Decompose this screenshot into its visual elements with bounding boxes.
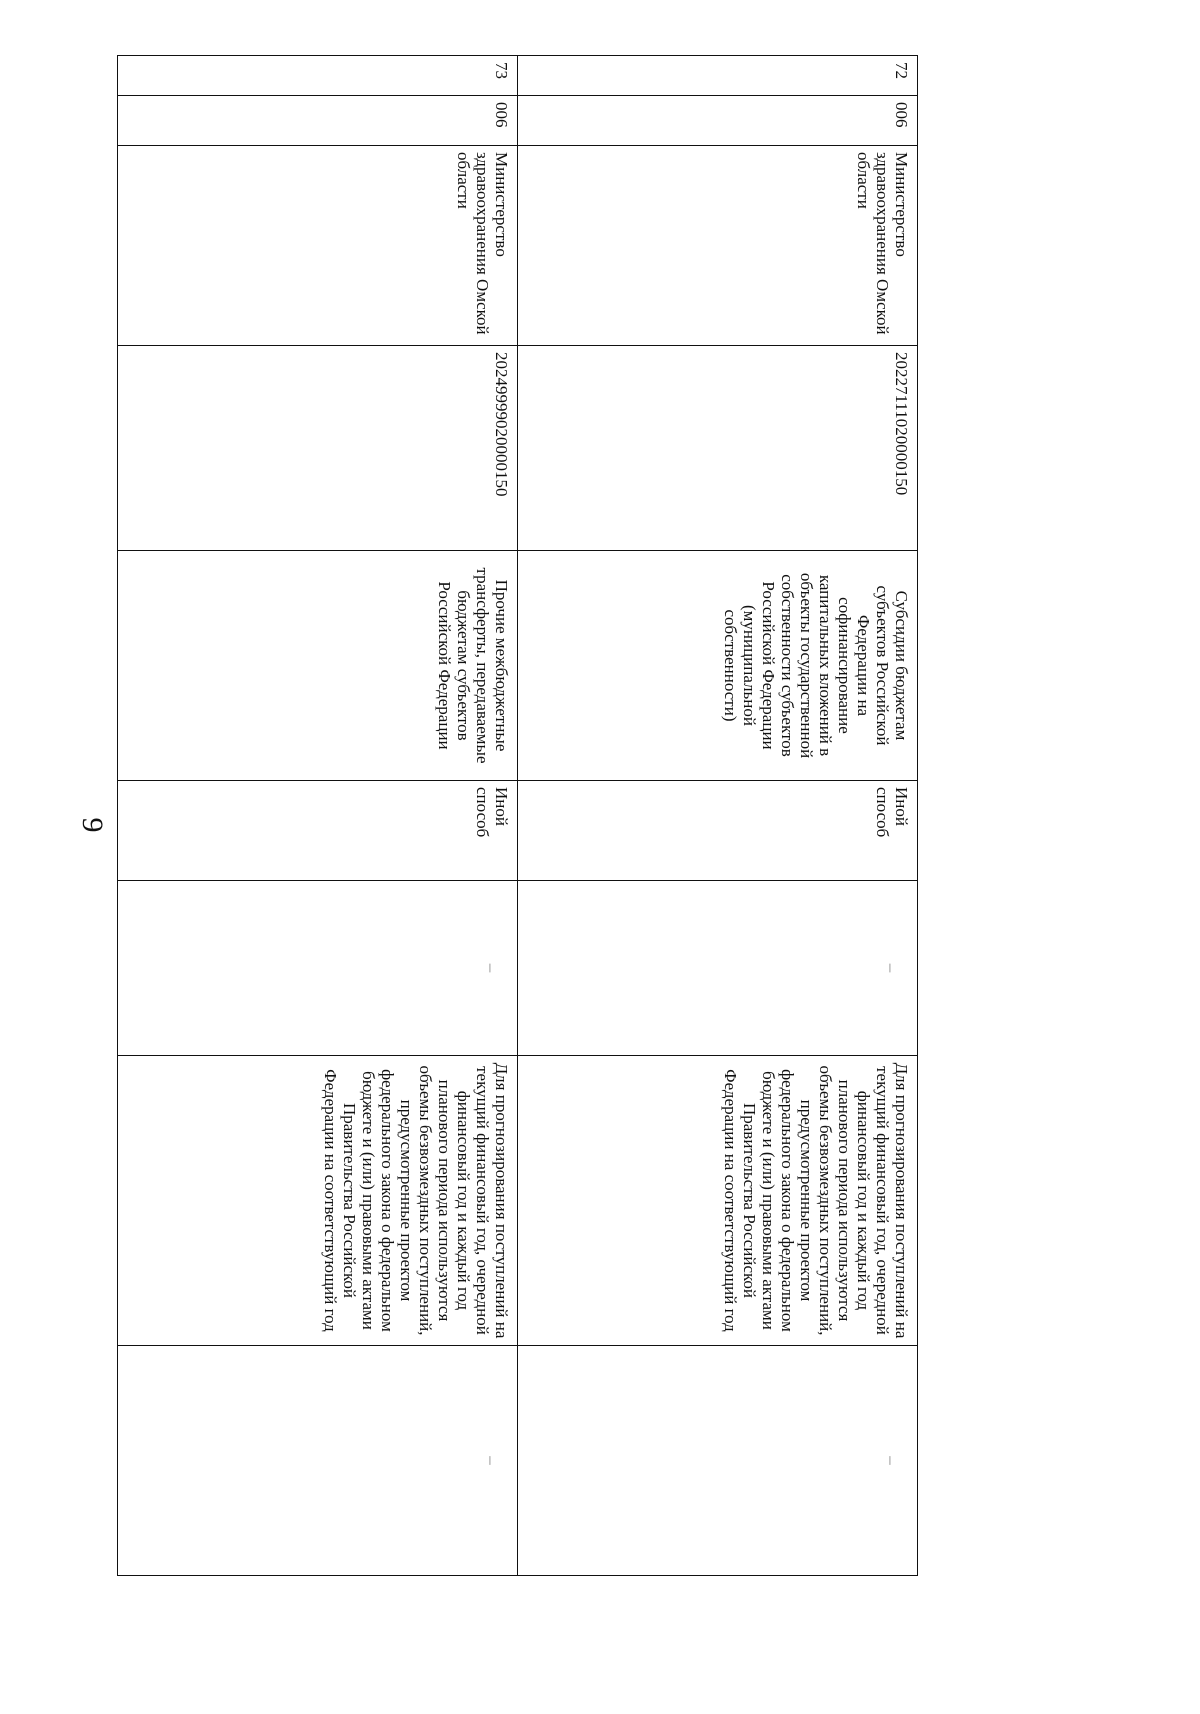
- method-cell: Иной способ: [518, 781, 918, 881]
- algorithm-cell: Для прогнозирования поступлений на текущий финансовый год, очередной финансовый год и каждый год планового периода используются объемы безвозмездных поступлений, предусмотренные проектом федерального закона о федеральном бюджете и (или) правовыми актами Правительства Российской Федерации на соответствующий год: [518, 1056, 918, 1346]
- formula-cell: [118, 881, 518, 1056]
- kbk-code-cell: 20227111020000150: [518, 346, 918, 551]
- revenue-name-cell: Субсидии бюджетам субъектов Российской Федерации на софинансирование капитальных вложений в объекты государственной собственности субъектов Российской Федерации (муниципальной собственности): [518, 551, 918, 781]
- indicators-cell: [518, 1346, 918, 1576]
- indicators-value: –: [482, 1456, 501, 1465]
- kbk-code-cell: 20249999020000150: [118, 346, 518, 551]
- algorithm-cell: Для прогнозирования поступлений на текущий финансовый год, очередной финансовый год и каждый год планового периода используются объемы безвозмездных поступлений, предусмотренные проектом федерального закона о федеральном бюджете и (или) правовыми актами Правительства Российской Федерации на соответствующий год: [118, 1056, 518, 1346]
- table-row: [518, 56, 918, 1576]
- indicators-value: –: [882, 1456, 901, 1465]
- row-number-cell: 73: [118, 56, 518, 96]
- page-number: 9: [76, 817, 109, 833]
- revenue-forecast-table: [117, 55, 918, 1576]
- formula-value: –: [482, 963, 501, 973]
- administrator-cell: Министерство здравоохранения Омской области: [518, 146, 918, 346]
- chapter-code-cell: 006: [118, 96, 518, 146]
- table-row: [118, 56, 518, 1576]
- formula-value: –: [882, 963, 901, 973]
- revenue-name-cell: Прочие межбюджетные трансферты, передаваемые бюджетам субъектов Российской Федерации: [118, 551, 518, 781]
- administrator-cell: Министерство здравоохранения Омской области: [118, 146, 518, 346]
- formula-cell: [518, 881, 918, 1056]
- row-number-cell: 72: [518, 56, 918, 96]
- indicators-cell: [118, 1346, 518, 1576]
- revenue-forecast-table-container: [118, 55, 918, 1575]
- method-cell: Иной способ: [118, 781, 518, 881]
- chapter-code-cell: 006: [518, 96, 918, 146]
